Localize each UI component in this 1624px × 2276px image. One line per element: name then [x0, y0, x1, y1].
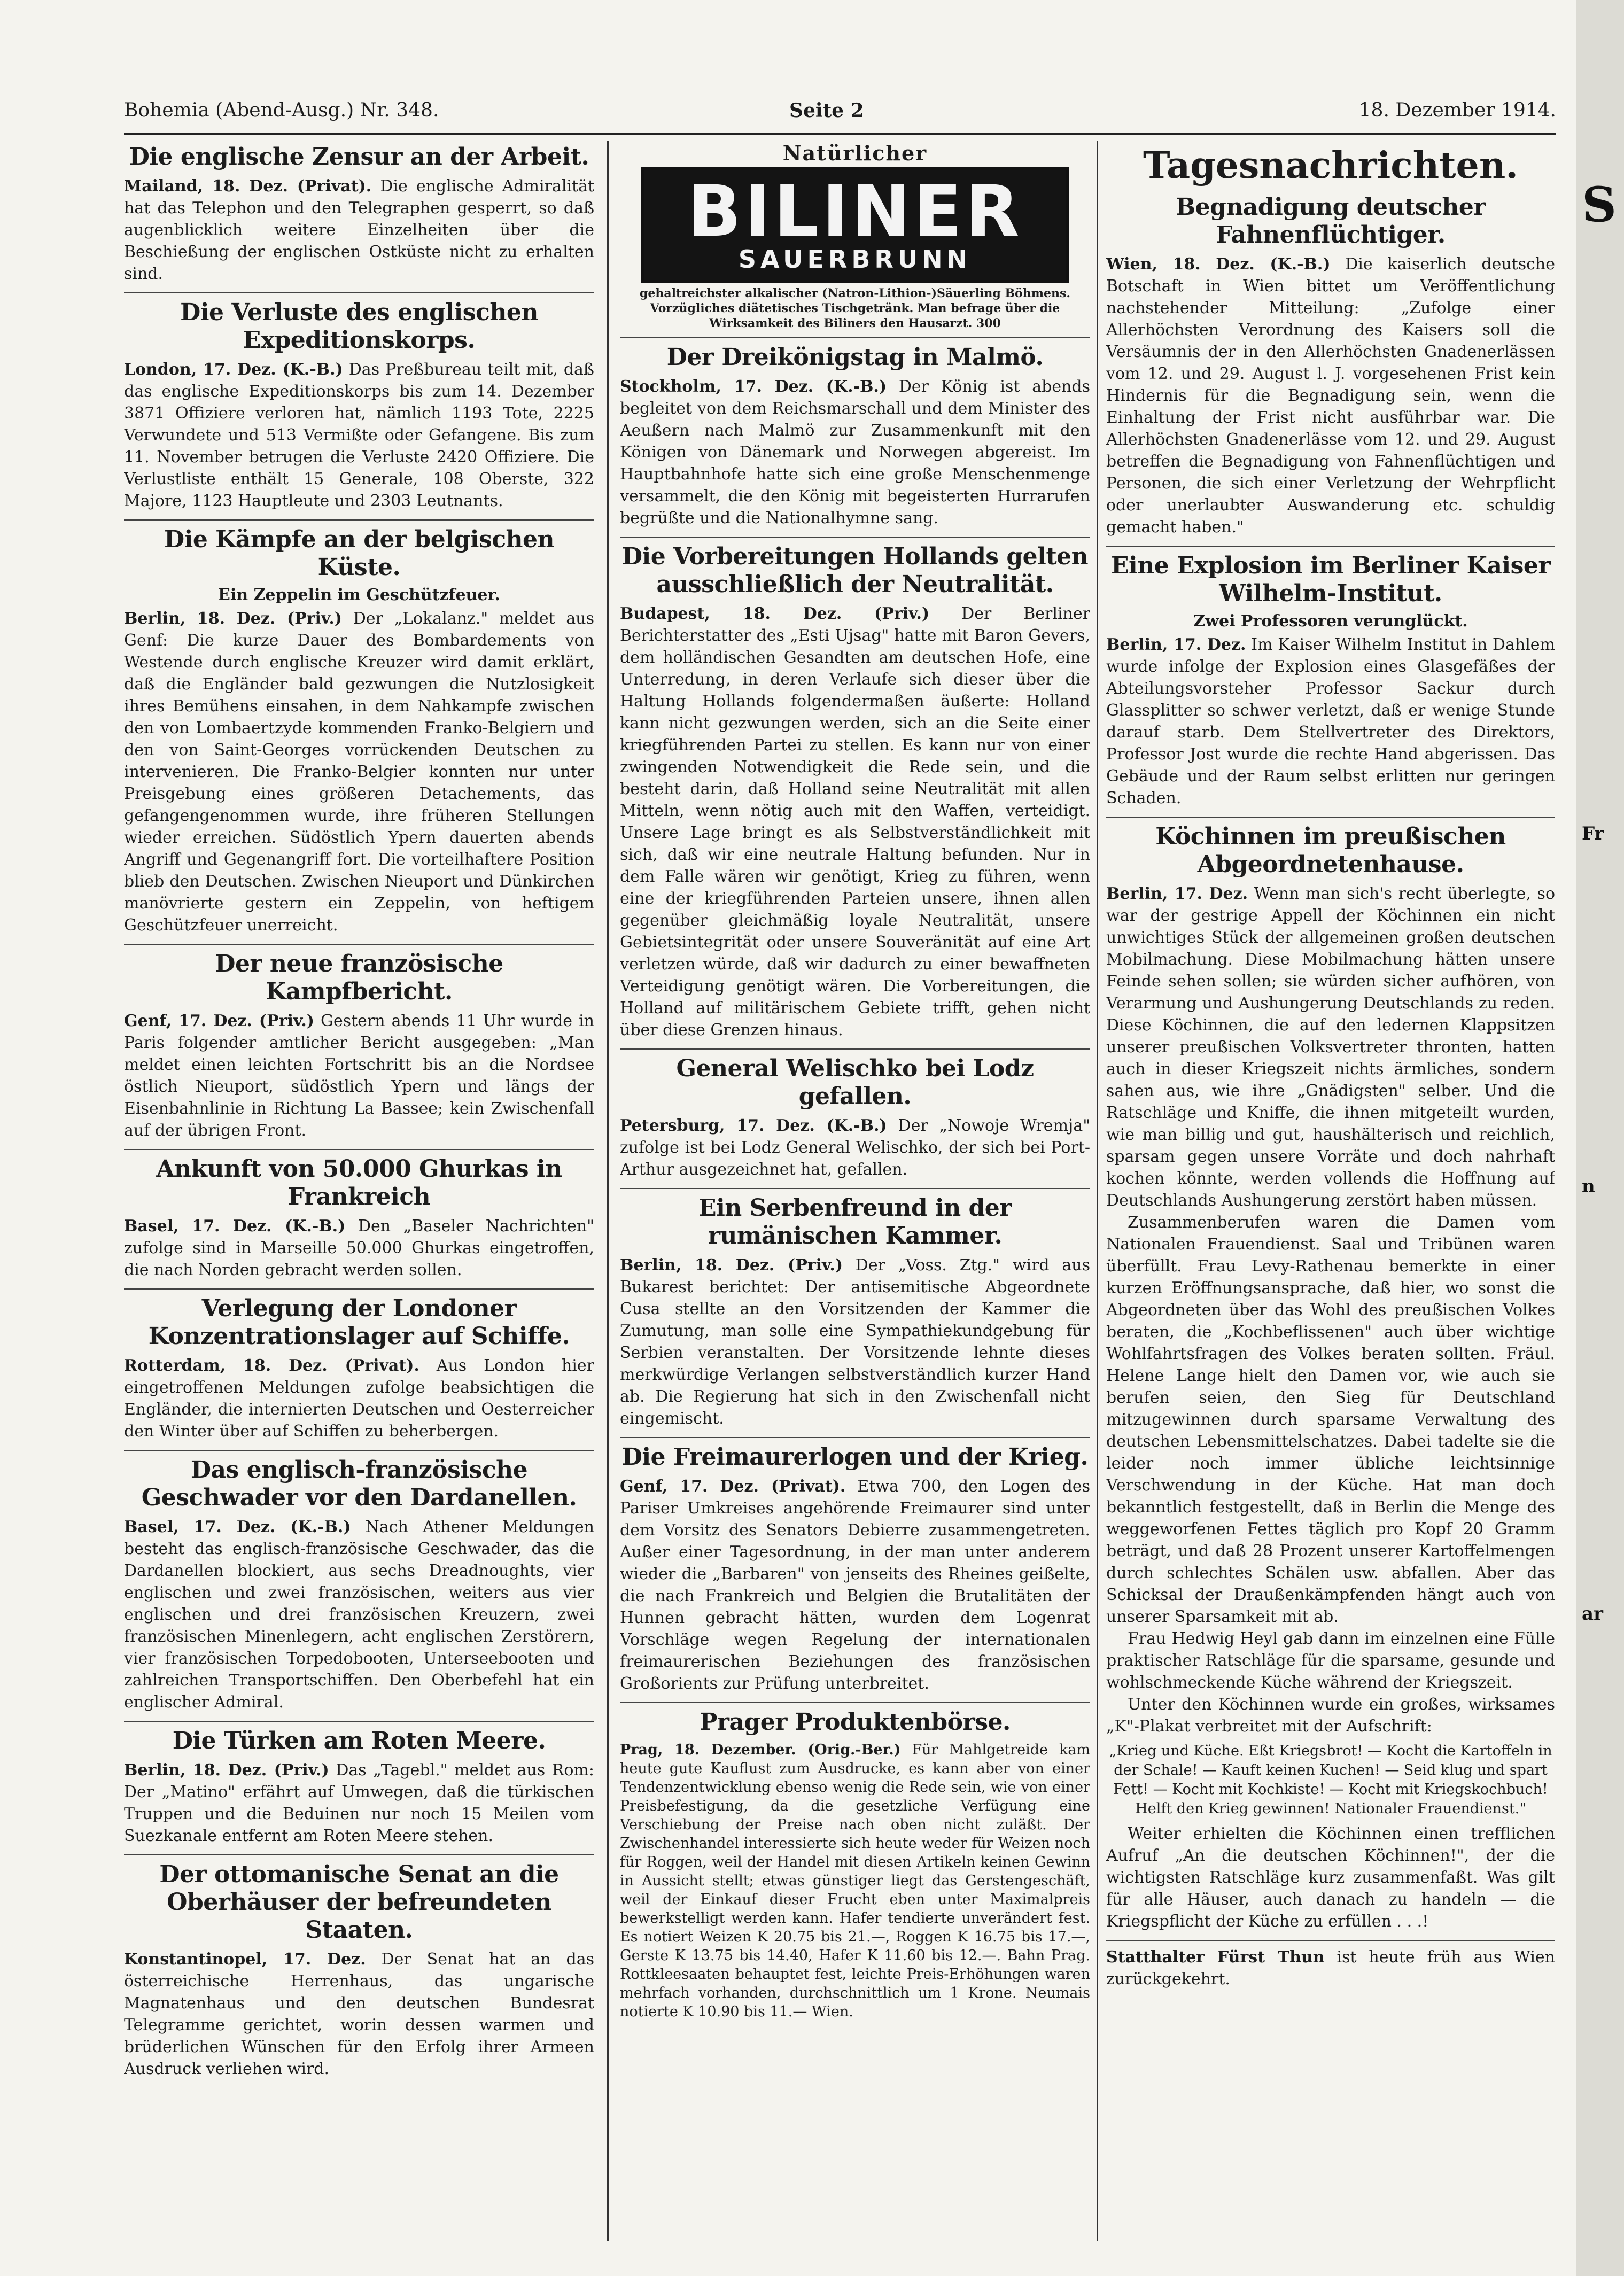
article-text: Der „Lokalanz." meldet aus Genf: Die kurze Dauer des Bombardements von Westende durch englische Kreuzer wird damit erklärt, daß die Engländer bald gezwungen die Nutzlosigkeit ihres Bemühens einsahen, in dem Nahkampfe zwischen den von Lombaertzyde kommenden Franko-Belgiern und den von Saint-Georges vorrückenden Deutschen zu intervenieren. Die Franko-Belgier konnten nur unter Preisgebung eines größeren Detachements, das gefangengenommen wurde, ihre früheren Stellungen wieder erreichen. Südöstlich Ypern dauerten abends Angriff und Gegenangriff fort. Die vorteilhaftere Position blieb den Deutschen. Zwischen Nieuport und Dünkirchen manövrierte gestern ein Zeppelin, von heftigem Geschützfeuer unerreicht.: [124, 609, 594, 935]
article-headline: Die Türken am Roten Meere.: [172, 1727, 546, 1754]
article-text: Aus London hier eingetroffenen Meldungen zufolge beabsichtigen die Engländer, die internierten Deutschen und Oesterreicher den Winter über auf Schiffen zu beherbergen.: [124, 1356, 594, 1441]
article-separator: [124, 519, 594, 521]
article-separator: [620, 537, 1090, 538]
article-dateline: Prag, 18. Dezember. (Orig.-Ber.): [620, 1742, 901, 1758]
article-separator: [124, 1854, 594, 1855]
article-dateline: Berlin, 17. Dez.: [1106, 635, 1246, 654]
masthead-rule: [124, 133, 1556, 135]
article-text: Der „Voss. Ztg." wird aus Bukarest berichtet: Der antisemitische Abgeordnete Cusa stellte an den Vorsitzenden der Kammer die Zumutung, man solle eine Sympathiekundgebung für Serbien veranstalten. Der Vorsitzende lehnte dieses merkwürdige Verlangen selbstverständlich kurzer Hand ab. Die Regierung hat sich in den Zwischenfall nicht eingemischt.: [620, 1256, 1090, 1428]
article-subheadline: Ein Zeppelin im Geschützfeuer.: [218, 586, 500, 604]
article-text: Den „Baseler Nachrichten" zufolge sind in Marseille 50.000 Ghurkas eingetroffen, die nach Norden gebracht werden sollen.: [124, 1217, 594, 1279]
article-subheadline: Zwei Professoren verunglückt.: [1193, 612, 1468, 631]
article: [124, 1155, 594, 1281]
article-dateline: Wien, 18. Dez. (K.-B.): [1106, 255, 1331, 274]
article-text: Gestern abends 11 Uhr wurde in Paris folgender amtlicher Bericht ausgegeben: „Man meldet einen leichten Fortschritt bis an die Nordsee östlich Nieuport, südöstlich Ypern und längs der Eisenbahnlinie in Richtung La Bassee; kein Zwischenfall auf der übrigen Front.: [124, 1012, 594, 1140]
article-dateline: Genf, 17. Dez. (Priv.): [124, 1012, 314, 1030]
masthead-page-number: Seite 2: [789, 99, 864, 122]
article-separator: [620, 1437, 1090, 1438]
article-text: Der „Nowoje Wremja" zufolge ist bei Lodz General Welischko, der sich bei Port-Arthur ausgezeichnet hat, gefallen.: [620, 1116, 1090, 1179]
article: [124, 299, 594, 512]
article-headline: Köchinnen im preußischen Abgeordnetenhause.: [1155, 823, 1506, 878]
article: [124, 1727, 594, 1847]
article: [124, 526, 594, 936]
article-text: Das „Tagebl." meldet aus Rom: Der „Matino" erfährt auf Umwegen, daß die türkischen Truppen und die Beduinen nur noch 15 Meilen vom Suezkanale entfernt am Roten Meere stehen.: [124, 1761, 594, 1845]
article-separator: [124, 1721, 594, 1722]
article-headline: Die Kämpfe an der belgischen Küste.: [164, 526, 555, 581]
article-paragraph: Unter den Köchinnen wurde ein großes, wirksames „K"-Plakat verbreitet mit der Aufschrift:: [1106, 1695, 1555, 1736]
article-separator: [620, 1048, 1090, 1050]
article-dateline: Statthalter Fürst Thun: [1106, 1948, 1325, 1967]
article: [620, 543, 1090, 1041]
margin-fragment: S: [1582, 176, 1617, 233]
article-separator: [620, 1188, 1090, 1189]
article-text: Der Senat hat an das österreichische Herrenhaus, das ungarische Magnatenhaus und den deutschen Bundesrat Telegramme gerichtet, worin dessen warmen und brüderlichen Wünschen für den Erfolg ihrer Armeen Ausdruck verliehen wird.: [124, 1950, 594, 2078]
article-headline: Prager Produktenbörse.: [700, 1708, 1011, 1736]
article-dateline: Stockholm, 17. Dez. (K.-B.): [620, 377, 887, 396]
article-text: Die kaiserlich deutsche Botschaft in Wien bittet um Veröffentlichung nachstehender Mitteilung: „Zufolge einer Allerhöchsten Verordnung des Kaisers soll die Versäumnis der in den Allerhöchsten Gnadenerlässen vom 12. und 29. August l. J. vorgesehenen Frist kein Hindernis für die Begnadigung sein, wenn die Einhaltung der Frist nicht ausführbar war. Die Allerhöchsten Gnadenerlässe vom 12. und 29. August betreffen die Begnadigung von Fahnenflüchtigen und Personen, die sich einer Verletzung der Wehrpflicht oder unerlaubter Auswanderung etc. schuldig gemacht haben.": [1106, 255, 1555, 537]
column-3: [1106, 141, 1555, 2257]
article-headline: Die Vorbereitungen Hollands gelten ausschließlich der Neutralität.: [621, 543, 1089, 598]
article-headline: Eine Explosion im Berliner Kaiser Wilhelm-Institut.: [1110, 552, 1551, 607]
margin-fragment: n: [1582, 1176, 1595, 1197]
article-text: Die englische Admiralität hat das Telephon und den Telegraphen gesperrt, so daß augenblicklich weitere Einzelheiten über die Beschießung der englischen Ostküste nicht zu erhalten sind.: [124, 177, 594, 283]
article-headline: Die Verluste des englischen Expeditionskorps.: [180, 299, 538, 354]
article-text: Im Kaiser Wilhelm Institut in Dahlem wurde infolge der Explosion eines Glasgefäßes der Abteilungsvorsteher Professor Sackur durch Glassplitter so schwer verletzt, daß er wenige Stunde darauf starb. Dem Stellvertreter des Direktors, Professor Jost wurde die rechte Hand abgerissen. Das Gebäude und der Raum selbst erlitten nur geringen Schaden.: [1106, 635, 1555, 807]
article-headline: Der Dreikönigstag in Malmö.: [666, 344, 1044, 371]
k-plakat-text: „Krieg und Küche. Eßt Kriegsbrot! — Kocht die Kartoffeln in der Schale! — Kauft keinen Kuchen! — Seid klug und spart Fett! — Kocht mit Kochkiste! — Kocht mit Kriegskochbuch! Helft den Krieg gewinnen! Nationaler Frauendienst.": [1109, 1743, 1552, 1817]
article-dateline: Rotterdam, 18. Dez. (Privat).: [124, 1356, 419, 1375]
article: [124, 143, 594, 285]
article-separator: [1106, 817, 1555, 818]
article-dateline: Mailand, 18. Dez. (Privat).: [124, 177, 372, 196]
article-dateline: Petersburg, 17. Dez. (K.-B.): [620, 1116, 887, 1135]
column-2: [620, 141, 1090, 2257]
article-text: Wenn man sich's recht überlegte, so war der gestrige Appell der Köchinnen ein nicht unwichtiges Stück der allgemeinen großen deutschen Mobilmachung. Diese Mobilmachung hätten unsere Feinde sehen sollen; sie würden sicher aufhören, von Verarmung und Aushungerung Deutschlands zu reden. Diese Köchinnen, die auf den ledernen Klappsitzen unserer preußischen Volksvertreter thronten, hatten auch in dieser Kriegszeit nichts ärmliches, sondern sahen aus, wie ihre „Gnädigsten" selber. Und die Ratschläge und Kniffe, die ihnen mitgeteilt wurden, wie man billig und gut, haushälterisch und reichlich, sparsam gegen unsere Vorräte und doch nahrhaft kochen könnte, werden vollends die Hoffnung auf Deutschlands Aushungerung zerstört haben müssen.: [1106, 884, 1555, 1210]
article-separator: [124, 944, 594, 945]
article-text: ist heute früh aus Wien zurückgekehrt.: [1106, 1948, 1555, 1988]
article-dateline: Berlin, 18. Dez. (Priv.): [124, 1761, 329, 1780]
article-separator: [1106, 546, 1555, 547]
article-separator: [620, 337, 1090, 338]
article-headline: Die englische Zensur an der Arbeit.: [129, 143, 589, 170]
article-paragraph: Frau Hedwig Heyl gab dann im einzelnen eine Fülle praktischer Ratschläge für die sparsame, gesunde und wohlschmeckende Küche während der Kriegszeit.: [1106, 1629, 1555, 1692]
section-title: Tagesnachrichten.: [1143, 144, 1518, 187]
article: [124, 1861, 594, 2080]
margin-fragment: ar: [1582, 1603, 1603, 1625]
article: [620, 344, 1090, 529]
ad-brand: BILINER: [687, 170, 1023, 253]
article-headline: Verlegung der Londoner Konzentrationslager auf Schiffe.: [148, 1295, 570, 1350]
article-separator: [620, 1702, 1090, 1703]
article: [620, 1055, 1090, 1180]
article-headline: Ankunft von 50.000 Ghurkas in Frankreich: [156, 1155, 562, 1210]
article: [620, 1708, 1090, 2021]
article-text: Der König ist abends begleitet von dem Reichsmarschall und dem Minister des Aeußern nach Malmö zur Zusammenkunft mit den Königen von Dänemark und Norwegen abgereist. Im Hauptbahnhofe hatte sich eine große Menschenmenge versammelt, die den König mit begeisterten Hurrarufen begrüßte und die Nationalhymne sang.: [620, 377, 1090, 527]
column-divider: [1097, 141, 1098, 2241]
article-dateline: Konstantinopel, 17. Dez.: [124, 1950, 366, 1969]
article-paragraph: Zusammenberufen waren die Damen vom Nationalen Frauendienst. Saal und Tribünen waren überfüllt. Frau Levy-Rathenau bemerkte in einer kurzen Eröffnungsansprache, daß hier, wo sonst die Abgeordneten über das Wohl des preußischen Volkes beraten, die „Kochbeflissenen" auch über wichtige Wohlfahrtsfragen des Volkes beraten sollten. Fräul. Helene Lange hielt den Damen vor, wie auch sie berufen seien, den Sieg für Deutschland mitzugewinnen durch sparsame Verwaltung des deutschen Lebensmittelschatzes. Dabei tadelte sie die leider noch immer übliche leichtsinnige Verschwendung in der Küche. Hat man doch bekanntlich festgestellt, daß in Berlin die Menge des weggeworfenen Fettes täglich pro Kopf 20 Gramm beträgt, und daß 28 Prozent unserer Kartoffelmengen durch schlechtes Schälen usw. abfallen. Aber das Schicksal der Draußenkämpfenden hängt auch von unserer Sparsamkeit mit ab.: [1106, 1213, 1555, 1626]
article-text: Etwa 700, den Logen des Pariser Umkreises angehörende Freimaurer sind unter dem Vorsitz des Senators Debierre zusammengetreten. Außer einer Tagesordnung, in der man unter anderem wieder die „Barbaren" von jenseits des Rheines geißelte, die nach Frankreich und Belgien die Brutalitäten der Hunnen gebracht hätten, wurden dem Logenrat Vorschläge wegen Regelung der internationalen freimaurerischen Beziehungen des französischen Großorients zur Prüfung unterbreitet.: [620, 1477, 1090, 1693]
article: [1106, 1946, 1555, 1990]
article-dateline: Genf, 17. Dez. (Privat).: [620, 1477, 846, 1496]
article-headline: General Welischko bei Lodz gefallen.: [676, 1055, 1034, 1110]
article-headline: Begnadigung deutscher Fahnenflüchtiger.: [1175, 193, 1486, 248]
article-dateline: Berlin, 18. Dez. (Priv.): [124, 609, 342, 628]
article-text: Nach Athener Meldungen besteht das englisch-französische Geschwader, das die Dardanellen blockiert, aus sechs Dreadnoughts, vier englischen und zwei französischen, weiters aus vier englischen und drei französischen Kreuzern, zwei französischen Minenlegern, acht englischen Zerstörern, vier französischen Torpedobooten, Unterseebooten und zahlreichen Transportschiffen. Den Oberbefehl hat ein englischer Admiral.: [124, 1518, 594, 1712]
article-text: Für Mahlgetreide kam heute gute Kauflust zum Ausdrucke, es kann aber von einer Tendenzentwicklung ebenso wenig die Rede sein, wie von einer Preisbefestigung, da die gesetzliche Verfügung eine Verschiebung der Preise nach oben nicht zuläßt. Der Zwischenhandel interessierte sich heute weder für Weizen noch für Roggen, weil der Handel mit diesen Artikeln keinen Gewinn in Aussicht stellt; etwas günstiger liegt das Gerstengeschäft, weil der Einkauf dieser Frucht eben unter Maximalpreis bewerkstelligt werden kann. Hafer tendierte unverändert fest. Es notiert Weizen K 20.75 bis 21.—, Roggen K 16.75 bis 17.—, Gerste K 13.75 bis 14.40, Hafer K 11.60 bis 12.—. Bahn Prag. Rottkleesaaten behauptet fest, leichte Preis-Erhöhungen waren mehrfach vorhanden, durchschnittlich um 1 Krone. Neumais notierte K 10.90 bis 11.— Wien.: [620, 1742, 1090, 2020]
article: [1106, 193, 1555, 538]
article: [124, 1456, 594, 1713]
ad-tagline: Natürlicher: [782, 141, 928, 165]
ad-fine-print: gehaltreichster alkalischer (Natron-Lithion-)Säuerling Böhmens. Vorzügliches diätetisches Tischgetränk. Man befrage über die Wirksamkeit des Biliners den Hausarzt. 300: [639, 286, 1071, 330]
article-headline: Der neue französische Kampfbericht.: [215, 950, 503, 1005]
article: [620, 1194, 1090, 1430]
article: [1106, 823, 1555, 1932]
article-dateline: Budapest, 18. Dez. (Priv.): [620, 604, 930, 623]
adjacent-page-edge: [1576, 0, 1624, 2276]
article-text: Das Preßbureau teilt mit, daß das englische Expeditionskorps bis zum 14. Dezember 3871 Offiziere verloren hat, nämlich 1193 Tote, 2225 Verwundete und 513 Vermißte oder Gefangene. Bis zum 11. November betrugen die Verluste 2420 Offiziere. Die Verlustliste enthält 15 Generale, 108 Oberste, 322 Majore, 1123 Hauptleute und 2303 Leutnants.: [124, 360, 594, 510]
article-headline: Der ottomanische Senat an die Oberhäuser der befreundeten Staaten.: [159, 1861, 559, 1944]
masthead-date: 18. Dezember 1914.: [1358, 99, 1556, 121]
article-separator: [124, 1450, 594, 1451]
article-dateline: Basel, 17. Dez. (K.-B.): [124, 1217, 346, 1236]
article: [620, 1443, 1090, 1695]
ad-subtitle: SAUERBRUNN: [738, 245, 972, 274]
ad-logo-box: [641, 167, 1069, 283]
masthead: [124, 99, 1556, 131]
article-separator: [124, 292, 594, 293]
article-headline: Ein Serbenfreund in der rumänischen Kammer.: [698, 1194, 1012, 1249]
article: [1106, 552, 1555, 809]
article: [124, 950, 594, 1141]
article-headline: Die Freimaurerlogen und der Krieg.: [621, 1443, 1089, 1471]
article-text: Der Berliner Berichterstatter des „Esti Ujsag" hatte mit Baron Gevers, dem holländischen Gesandten am deutschen Hofe, eine Unterredung, in deren Verlaufe sich dieser über die Haltung Hollands folgendermaßen äußerte: Holland kann nicht gezwungen werden, sich an die Seite einer kriegführenden Partei zu stellen. Es kann nur von einer zwingenden Notwendigkeit die Rede sein, und die besteht darin, daß Holland seine Neutralität mit allen Mitteln, wenn nötig auch mit den Waffen, verteidigt. Unsere Lage bringt es als Selbstverständlichkeit mit sich, daß wir eine neutrale Haltung befunden. Nur in dem Falle wären wir genötigt, Krieg zu führen, wenn eine der kriegführenden Parteien unsere, ihnen allen gegenüber gleichmäßig loyale Neutralität, unsere Gebietsintegrität oder unsere Souveränität auf eine Art verletzen würde, daß wir dadurch zu einer bewaffneten Verteidigung genötigt wären. Die Vorbereitungen, die Holland auf militärischem Gebiete trifft, gehen nicht über diese Grenzen hinaus.: [620, 604, 1090, 1039]
article-separator: [124, 1149, 594, 1150]
article-dateline: Basel, 17. Dez. (K.-B.): [124, 1518, 351, 1536]
article-separator: [124, 1288, 594, 1290]
article: [124, 1295, 594, 1442]
biliner-advertisement: [620, 141, 1090, 331]
article-headline: Das englisch-französische Geschwader vor den Dardanellen.: [141, 1456, 577, 1511]
column-divider: [607, 141, 609, 2241]
article-paragraph: Weiter erhielten die Köchinnen einen trefflichen Aufruf „An die deutschen Köchinnen!", der die wichtigsten Ratschläge kurz zusammenfaßt. Was gilt für alle Häuser, auch danach zu handeln — die Kriegspflicht der Küche zu erfüllen . . .!: [1106, 1824, 1555, 1931]
article-dateline: London, 17. Dez. (K.-B.): [124, 360, 343, 379]
masthead-publication: Bohemia (Abend-Ausg.) Nr. 348.: [124, 99, 439, 121]
margin-fragment: Fr: [1582, 823, 1604, 844]
article-dateline: Berlin, 17. Dez.: [1106, 884, 1248, 903]
article-dateline: Berlin, 18. Dez. (Priv.): [620, 1256, 843, 1275]
column-1: [124, 141, 594, 2257]
article-separator: [1106, 1940, 1555, 1941]
